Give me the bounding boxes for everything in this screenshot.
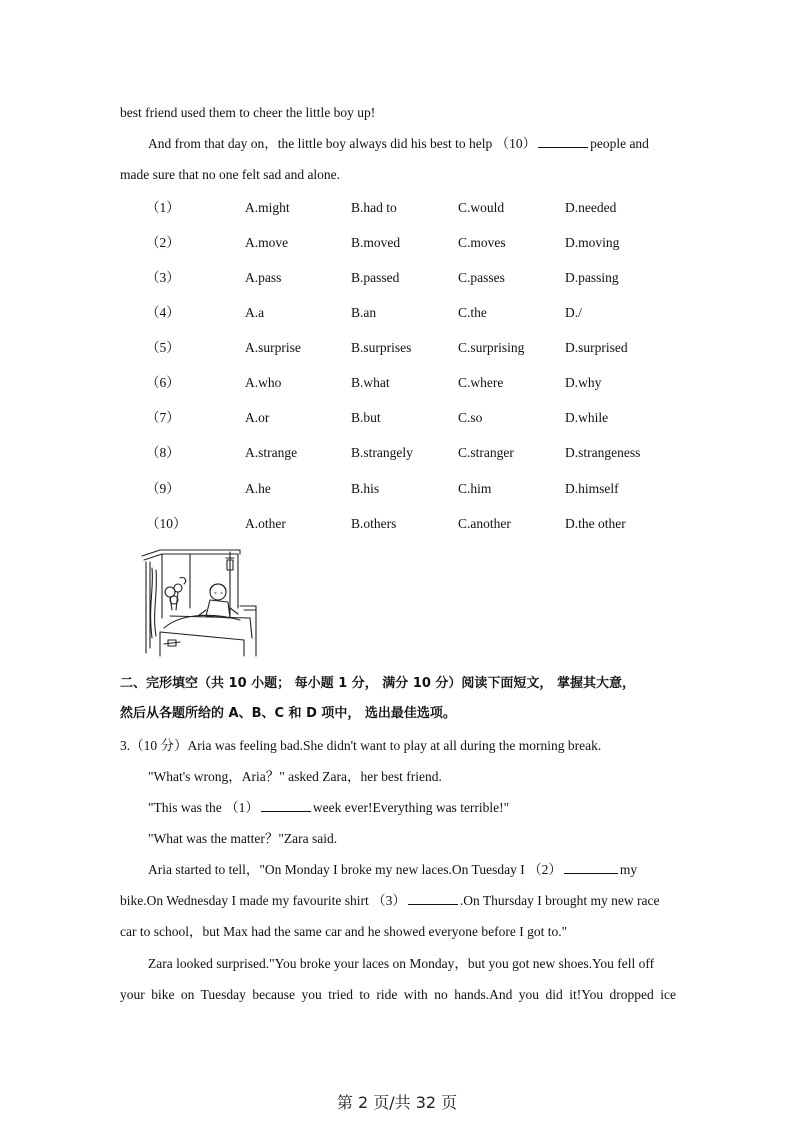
option-row: [120, 480, 680, 498]
option-row: [120, 374, 680, 392]
option-c: C.the: [458, 305, 487, 320]
option-row: [120, 444, 680, 462]
option-c: C.him: [458, 481, 492, 496]
option-row: [120, 339, 680, 357]
answer-blank: [564, 861, 618, 874]
option-c: C.another: [458, 516, 511, 531]
passage1-text: And from that day on，the little boy always did his best to help （10）: [148, 136, 537, 151]
option-c: C.would: [458, 200, 505, 215]
question-line: 3.（10 分）Aria was feeling bad.She didn't want to play at all during the morning break.: [120, 738, 602, 753]
passage2-line: car to school，but Max had the same car and he showed everyone before I got to.": [120, 924, 568, 939]
option-row: [120, 409, 680, 427]
option-d: D.passing: [565, 270, 619, 285]
option-b: B.an: [351, 305, 377, 320]
passage2-text: week ever!Everything was terrible!": [312, 800, 510, 815]
option-a: A.he: [245, 481, 271, 496]
option-d: D.moving: [565, 235, 620, 250]
passage1-line: made sure that no one felt sad and alone.: [120, 167, 341, 182]
option-b: B.had to: [351, 200, 397, 215]
option-row: [120, 269, 680, 287]
passage2-text: my: [619, 862, 638, 877]
question-number: （2）: [146, 235, 180, 250]
passage1-line: [148, 135, 649, 153]
option-d: D.while: [565, 410, 609, 425]
option-a: A.might: [245, 200, 290, 215]
option-b: B.surprises: [351, 340, 412, 355]
option-b: B.others: [351, 516, 397, 531]
passage2-text: .On Thursday I brought my new race: [459, 893, 660, 908]
option-b: B.but: [351, 410, 381, 425]
section-heading: 二、完形填空（共 10 小题； 每小题 1 分， 满分 10 分）阅读下面短文， 掌握其大意，: [120, 676, 635, 691]
answer-blank: [408, 892, 458, 905]
option-b: B.his: [351, 481, 380, 496]
option-c: C.passes: [458, 270, 505, 285]
option-c: C.stranger: [458, 445, 514, 460]
option-b: B.what: [351, 375, 390, 390]
passage2-line: Zara looked surprised."You broke your laces on Monday，but you got new shoes.You fell off: [148, 956, 655, 971]
option-d: D.the other: [565, 516, 626, 531]
option-d: D.strangeness: [565, 445, 641, 460]
option-a: A.a: [245, 305, 265, 320]
option-b: B.moved: [351, 235, 401, 250]
option-row: [120, 199, 680, 217]
option-a: A.strange: [245, 445, 298, 460]
answer-blank: [538, 135, 588, 148]
option-b: B.passed: [351, 270, 400, 285]
option-a: A.other: [245, 516, 286, 531]
question-number: （10）: [146, 516, 187, 531]
passage2-text: "This was the （1）: [148, 800, 259, 815]
passage2-line: [148, 799, 509, 817]
option-c: C.moves: [458, 235, 506, 250]
passage2-line: "What's wrong，Aria？" asked Zara，her best friend.: [148, 769, 442, 784]
option-d: D.surprised: [565, 340, 628, 355]
option-d: D.needed: [565, 200, 617, 215]
option-row: [120, 234, 680, 252]
passage2-line: your bike on Tuesday because you tried to ride with no hands.And you did it!You dropped ice: [120, 987, 676, 1002]
option-a: A.who: [245, 375, 282, 390]
option-d: D.why: [565, 375, 602, 390]
question-number: （6）: [146, 375, 180, 390]
option-b: B.strangely: [351, 445, 413, 460]
option-c: C.so: [458, 410, 483, 425]
question-number: （3）: [146, 270, 180, 285]
option-a: A.move: [245, 235, 289, 250]
option-row: [120, 515, 680, 533]
page-footer: 第 2 页/共 32 页: [336, 1093, 458, 1112]
answer-blank: [261, 799, 311, 812]
question-number: （9）: [146, 481, 180, 496]
question-number: （8）: [146, 445, 180, 460]
passage1-line: best friend used them to cheer the little boy up!: [120, 105, 376, 120]
option-a: A.pass: [245, 270, 282, 285]
option-a: A.or: [245, 410, 270, 425]
question-number: （1）: [146, 200, 180, 215]
passage2-line: [148, 861, 637, 879]
passage2-text: Aria started to tell，"On Monday I broke my new laces.On Tuesday I （2）: [148, 862, 562, 877]
option-d: D./: [565, 305, 582, 320]
passage2-text: bike.On Wednesday I made my favourite shirt （3）: [120, 893, 406, 908]
passage1-text: people and: [590, 136, 649, 151]
question-number: （4）: [146, 305, 180, 320]
section-heading: 然后从各题所给的 A、B、C 和 D 项中， 选出最佳选项。: [120, 706, 456, 721]
question-number: （5）: [146, 340, 180, 355]
passage2-line: "What was the matter？"Zara said.: [148, 831, 338, 846]
option-d: D.himself: [565, 481, 619, 496]
passage2-line: [120, 892, 659, 910]
option-c: C.where: [458, 375, 504, 390]
option-a: A.surprise: [245, 340, 301, 355]
question-number: （7）: [146, 410, 180, 425]
option-row: [120, 304, 680, 322]
hospital-bed-illustration: [140, 548, 260, 658]
option-c: C.surprising: [458, 340, 525, 355]
